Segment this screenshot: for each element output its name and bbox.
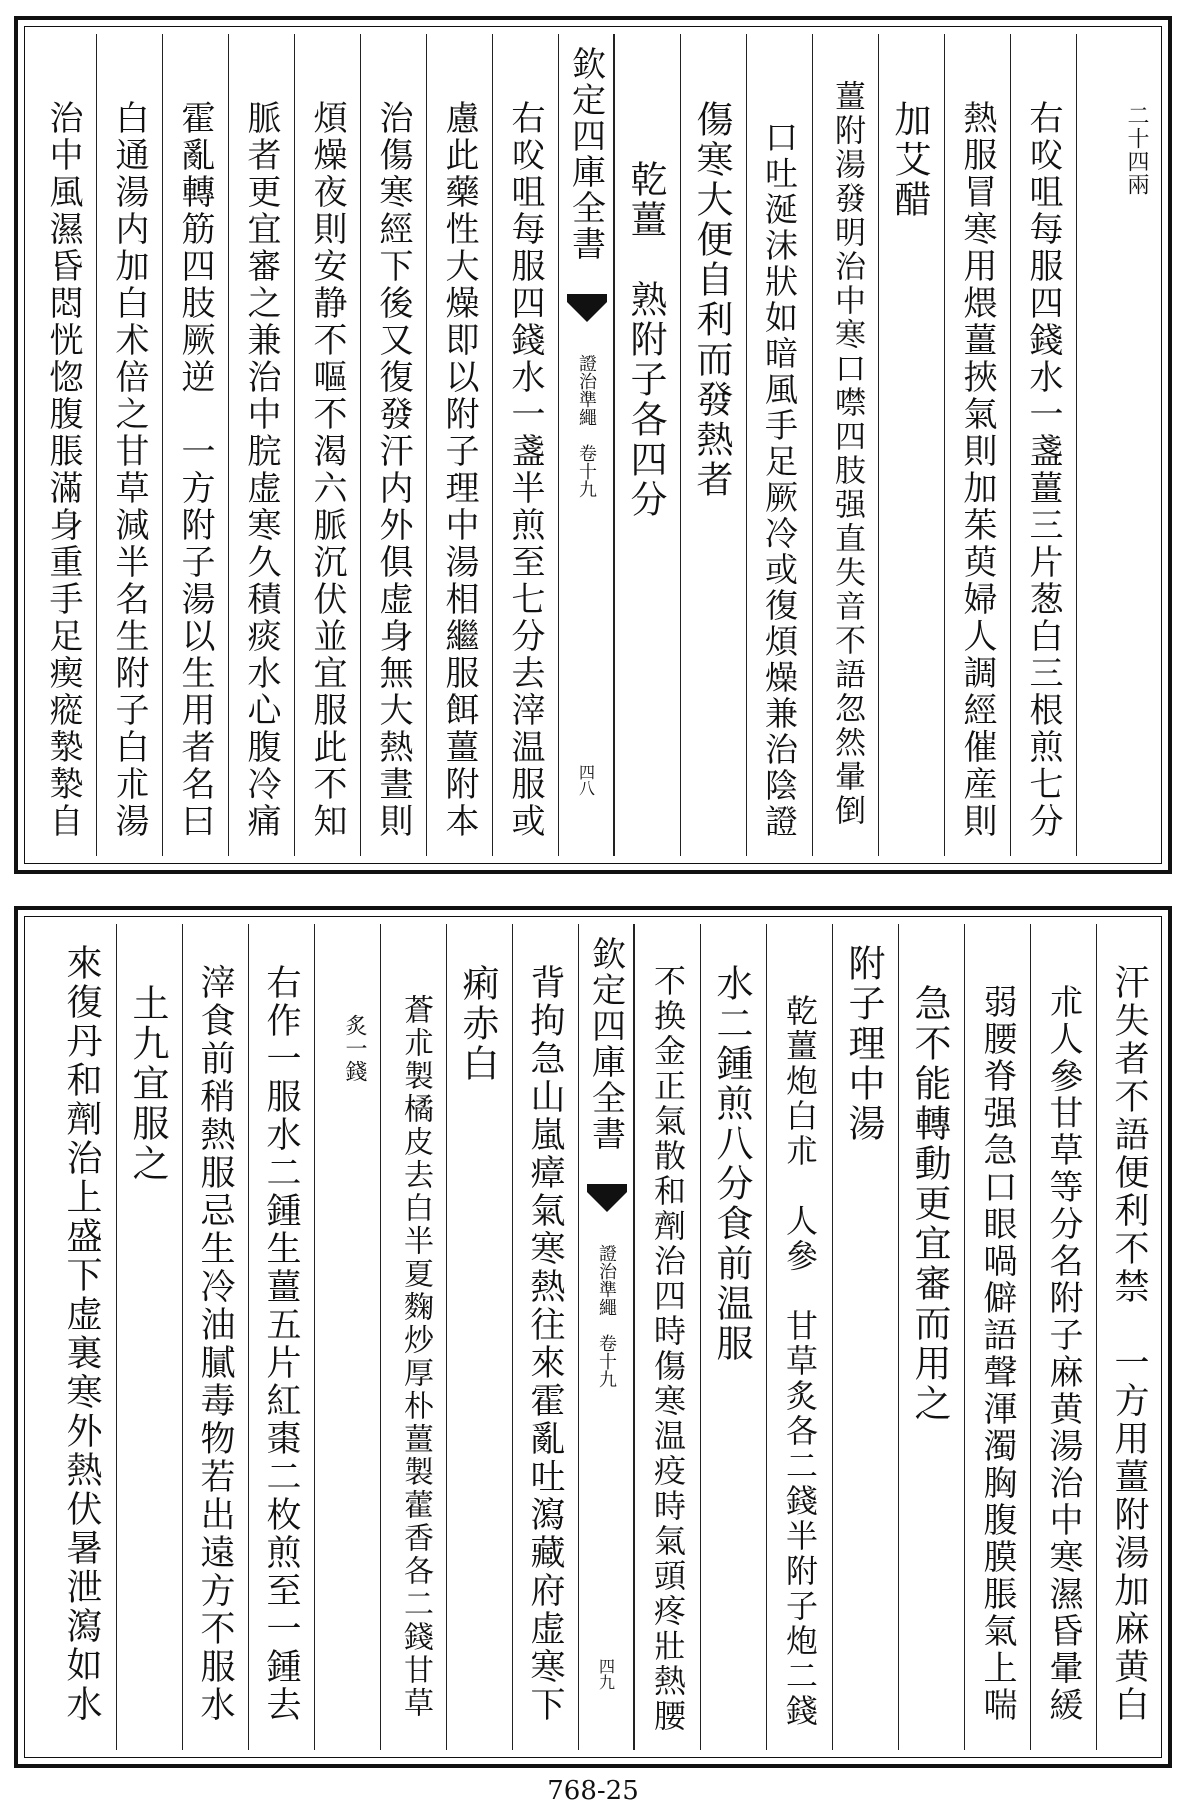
text-column xyxy=(360,34,426,856)
book-title: 欽定四庫全書 xyxy=(565,46,606,262)
bottom-page xyxy=(14,906,1172,1768)
text-line: 霍亂轉筋四肢厥逆 一方附子湯以生用者名曰 xyxy=(175,100,215,840)
text-column xyxy=(182,924,248,1750)
text-line: 水二鍾煎八分食前温服 xyxy=(710,964,753,1364)
text-line: 蒼朮製橘皮去白半夏麴炒厚朴薑製藿香各二錢甘草 xyxy=(398,994,433,1720)
text-column xyxy=(614,34,680,856)
text-column xyxy=(512,924,578,1750)
chapter-label: 證治準繩 卷十九 xyxy=(596,1244,617,1388)
text-column xyxy=(878,34,944,856)
text-line: 滓食前稍熱服忌生冷油膩毒物若出遠方不服水 xyxy=(195,964,235,1724)
text-line: 土九宜服之 xyxy=(126,984,169,1184)
chapter-label: 證治準繩 卷十九 xyxy=(576,354,597,498)
text-column xyxy=(446,924,512,1750)
text-line: 加艾醋 xyxy=(888,100,931,220)
text-line: 不换金正氣散和劑治四時傷寒温疫時氣頭疼壯熱腰 xyxy=(649,964,687,1734)
text-column xyxy=(964,924,1030,1750)
text-column xyxy=(746,34,812,856)
text-line: 白通湯内加白术倍之甘草減半名生附子白朮湯 xyxy=(109,100,149,840)
fish-tail-mark-icon xyxy=(567,294,607,334)
text-column xyxy=(634,924,700,1750)
text-line: 口吐涎沫狀如暗風手足厥冷或復煩燥兼治陰證 xyxy=(760,120,799,840)
text-column xyxy=(832,924,898,1750)
text-column xyxy=(680,34,746,856)
folio-number: 四九 xyxy=(596,1658,616,1690)
text-column xyxy=(162,34,228,856)
text-column xyxy=(1076,34,1162,856)
text-line: 右㕮咀每服四錢水一盞半煎至七分去滓温服或 xyxy=(505,100,545,840)
text-line: 治中風濕昏悶恍惚腹脹滿身重手足瘈瘲漐漐自 xyxy=(43,100,83,840)
text-column xyxy=(96,34,162,856)
text-line: 弱腰脊强急口眼喎僻語聲渾濁胸腹膜脹氣上喘 xyxy=(977,984,1017,1724)
page-footer-number: 768-25 xyxy=(547,1776,639,1806)
text-line: 煩燥夜則安静不嘔不渴六脈沉伏並宜服此不知 xyxy=(307,100,347,840)
text-line: 治傷寒經下後又復發汗内外俱虚身無大熱晝則 xyxy=(373,100,413,840)
text-line: 乾薑 熟附子各四分 xyxy=(624,160,667,520)
text-column xyxy=(294,34,360,856)
text-column xyxy=(766,924,832,1750)
text-line: 來復丹和劑治上盛下虚裏寒外熱伏暑泄瀉如水 xyxy=(61,944,102,1724)
text-line: 痢赤白 xyxy=(456,964,499,1084)
text-line: 炙一錢 xyxy=(342,1014,367,1083)
text-line: 熱服冒寒用煨薑挾氣則加茱萸婦人調經催産則 xyxy=(957,100,997,840)
fish-tail-mark-icon xyxy=(587,1184,627,1224)
text-column xyxy=(248,924,314,1750)
text-column xyxy=(228,34,294,856)
text-line: 汗失者不語便利不禁 一方用薑附湯加麻黄白 xyxy=(1109,964,1149,1724)
text-column xyxy=(492,34,558,856)
text-column xyxy=(426,34,492,856)
folio-number: 四八 xyxy=(576,764,596,796)
text-line: 背拘急山嵐瘴氣寒熱往來霍亂吐瀉藏府虚寒下 xyxy=(525,964,565,1724)
text-line: 薑附湯發明治中寒口噤四肢强直失音不語忽然暈倒 xyxy=(829,80,865,828)
text-line: 右㕮咀每服四錢水一盞薑三片葱白三根煎七分 xyxy=(1023,100,1063,840)
text-column xyxy=(1030,924,1096,1750)
text-column xyxy=(30,924,116,1750)
text-column xyxy=(700,924,766,1750)
center-strip xyxy=(578,924,634,1750)
text-column xyxy=(1096,924,1162,1750)
text-column xyxy=(314,924,380,1750)
text-column xyxy=(944,34,1010,856)
text-line: 二十四兩 xyxy=(1124,104,1149,196)
text-line: 乾薑炮白朮 人參 甘草炙各二錢半附子炮二錢 xyxy=(781,994,819,1729)
text-column xyxy=(898,924,964,1750)
text-line: 朮人參甘草等分名附子麻黄湯治中寒濕昏暈緩 xyxy=(1043,984,1083,1724)
text-line: 急不能轉動更宜審而用之 xyxy=(908,984,951,1424)
text-line: 脈者更宜審之兼治中脘虚寒久積痰水心腹冷痛 xyxy=(241,100,281,840)
text-column xyxy=(30,34,96,856)
book-title: 欽定四庫全書 xyxy=(585,936,626,1152)
text-column xyxy=(116,924,182,1750)
text-line: 附子理中湯 xyxy=(842,944,885,1144)
text-column xyxy=(380,924,446,1750)
center-strip xyxy=(558,34,614,856)
text-line: 傷寒大便自利而發熱者 xyxy=(690,100,733,500)
text-column xyxy=(812,34,878,856)
text-column xyxy=(1010,34,1076,856)
top-page xyxy=(14,16,1172,874)
text-line: 慮此藥性大燥即以附子理中湯相繼服餌薑附本 xyxy=(439,100,479,840)
text-line: 右作一服水二鍾生薑五片紅棗二枚煎至一鍾去 xyxy=(261,964,301,1724)
